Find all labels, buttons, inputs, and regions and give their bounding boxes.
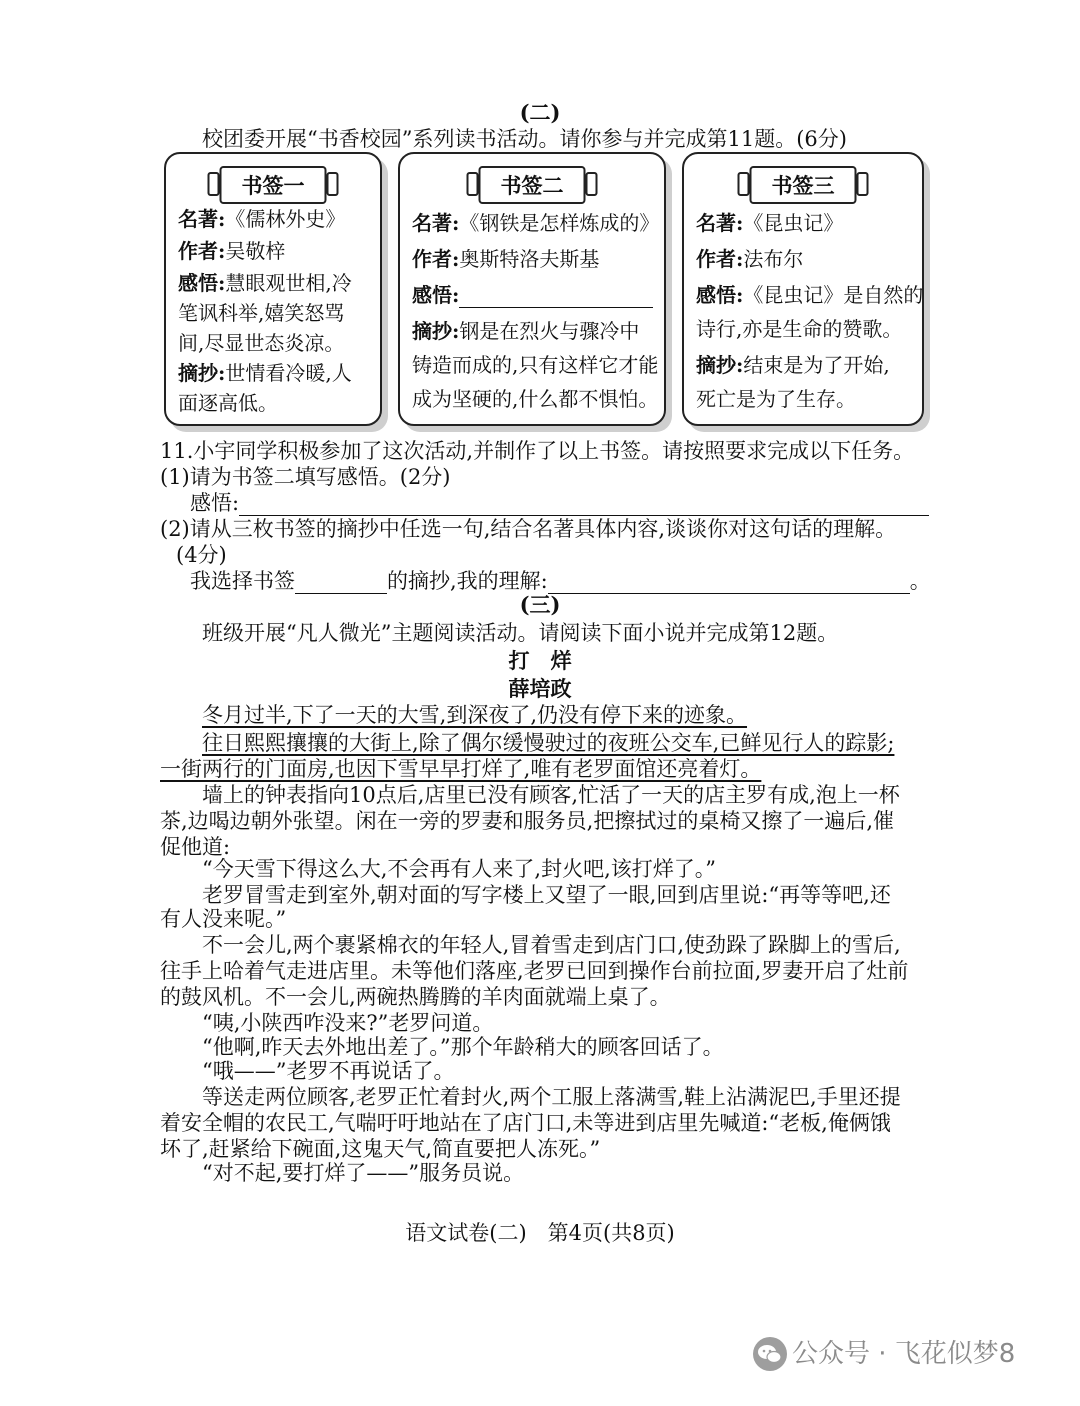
story-line: 着安全帽的农民工,气喘吁吁地站在了店门口,未等进到店里先喊道:“老板,俺俩饿 — [160, 1111, 891, 1135]
bookmark-card-1 — [164, 152, 382, 426]
story-line: “哦——”老罗不再说话了。 — [202, 1059, 455, 1083]
bookmark-card-3 — [682, 152, 924, 426]
bookmark1-row: 作者:吴敬梓 — [178, 239, 286, 263]
q11-part2-score: (4分) — [176, 543, 227, 567]
bookmark1-row: 间,尽显世态炎凉。 — [178, 331, 345, 355]
story-line: 有人没来呢。” — [160, 907, 287, 931]
bookmark2-row: 作者:奥斯特洛夫斯基 — [412, 247, 600, 271]
bookmark-tag-3: 书签三 — [750, 166, 857, 204]
q11-understanding-blank[interactable] — [548, 573, 910, 594]
bookmark-tag-1: 书签一 — [220, 166, 327, 204]
story-line: 坏了,赶紧给下碗面,这鬼天气,简直要把人冻死。” — [160, 1137, 601, 1161]
story-line: 茶,边喝边朝外张望。闲在一旁的罗妻和服务员,把擦拭过的桌椅又擦了一遍后,催 — [160, 809, 895, 833]
bookmark1-row: 摘抄:世情看冷暖,人 — [178, 361, 352, 385]
wechat-logo-icon — [752, 1336, 788, 1372]
story-line: “他啊,昨天去外地出差了。”那个年龄稍大的顾客回话了。 — [202, 1035, 724, 1059]
story-line: “咦,小陕西咋没来?”老罗问道。 — [202, 1011, 494, 1035]
page-footer: 语文试卷(二) 第4页(共8页) — [405, 1221, 675, 1245]
bookmark3-row: 死亡是为了生存。 — [696, 387, 856, 411]
section2-heading: (二) — [519, 100, 561, 125]
story-line: 往手上哈着气走进店里。未等他们落座,老罗已回到操作台前拉面,罗妻开启了灶前 — [160, 959, 909, 983]
watermark-text: 公众号 · 飞花似梦8 — [792, 1339, 1016, 1369]
story-line: 等送走两位顾客,老罗正忙着封火,两个工服上落满雪,鞋上沾满泥巴,手里还提 — [202, 1085, 901, 1109]
bookmark1-row: 笔讽科举,嬉笑怒骂 — [178, 301, 345, 325]
story-line: “对不起,要打烊了——”服务员说。 — [202, 1161, 525, 1185]
bookmark2-row: 铸造而成的,只有这样它才能 — [412, 353, 659, 377]
bookmark2-row: 摘抄:钢是在烈火与骤冷中 — [412, 319, 640, 343]
story-line: 促他道: — [160, 835, 231, 859]
story-line: “今天雪下得这么大,不会再有人来了,封火吧,该打烊了。” — [202, 857, 716, 881]
story-line: 的鼓风机。不一会儿,两碗热腾腾的羊肉面就端上桌了。 — [160, 985, 671, 1009]
bookmark3-row: 作者:法布尔 — [696, 247, 804, 271]
bookmark1-row: 名著:《儒林外史》 — [178, 207, 346, 231]
story-line: 老罗冒雪走到室外,朝对面的写字楼上又望了一眼,回到店里说:“再等等吧,还 — [202, 883, 891, 907]
bookmark2-row: 感悟: — [412, 282, 653, 308]
q11-part1-blank[interactable] — [239, 495, 929, 516]
bookmark3-row: 诗行,亦是生命的赞歌。 — [696, 317, 903, 341]
story-line: 墙上的钟表指向10点后,店里已没有顾客,忙活了一天的店主罗有成,泡上一杯 — [202, 783, 900, 807]
story-line: 往日熙熙攘攘的大街上,除了偶尔缓慢驶过的夜班公交车,已鲜见行人的踪影; — [202, 731, 895, 755]
section3-intro: 班级开展“凡人微光”主题阅读活动。请阅读下面小说并完成第12题。 — [202, 621, 839, 645]
bookmark-card-2 — [398, 152, 666, 426]
bookmark3-row: 摘抄:结束是为了开始, — [696, 353, 890, 377]
bookmark3-row: 名著:《昆虫记》 — [696, 211, 844, 235]
bookmark-tag-2: 书签二 — [479, 166, 586, 204]
bookmark1-row: 面逐高低。 — [178, 391, 278, 415]
story-line: 冬月过半,下了一天的大雪,到深夜了,仍没有停下来的迹象。 — [202, 703, 748, 727]
q11-part2: (2)请从三枚书签的摘抄中任选一句,结合名著具体内容,谈谈你对这句话的理解。 — [160, 517, 897, 541]
story-line: 不一会儿,两个裹紧棉衣的年轻人,冒着雪走到店门口,使劲跺了跺脚上的雪后, — [202, 933, 901, 957]
q11-part2-answer-line: 我选择书签 的摘抄,我的理解: 。 — [190, 569, 931, 593]
story-line: 一街两行的门面房,也因下雪早早打烊了,唯有老罗面馆还亮着灯。 — [160, 757, 762, 781]
feeling-blank[interactable] — [459, 287, 653, 308]
q11-bookmark-choice-blank[interactable] — [295, 573, 387, 594]
q11-part1: (1)请为书签二填写感悟。(2分) — [160, 465, 451, 489]
bookmark3-row: 感悟:《昆虫记》是自然的 — [696, 283, 924, 307]
bookmark2-row: 成为坚硬的,什么都不惧怕。 — [412, 387, 659, 411]
story-title: 打 烊 — [508, 648, 572, 673]
story-author: 薛培政 — [508, 676, 572, 701]
bookmark1-row: 感悟:慧眼观世相,冷 — [178, 271, 352, 295]
section3-heading: (三) — [519, 592, 561, 617]
bookmark2-row: 名著:《钢铁是怎样炼成的》 — [412, 211, 660, 235]
section2-intro: 校团委开展“书香校园”系列读书活动。请你参与并完成第11题。(6分) — [202, 127, 847, 151]
q11-stem: 11.小宇同学积极参加了这次活动,并制作了以上书签。请按照要求完成以下任务。 — [160, 439, 915, 463]
q11-part1-answer-line: 感悟: — [190, 490, 929, 516]
